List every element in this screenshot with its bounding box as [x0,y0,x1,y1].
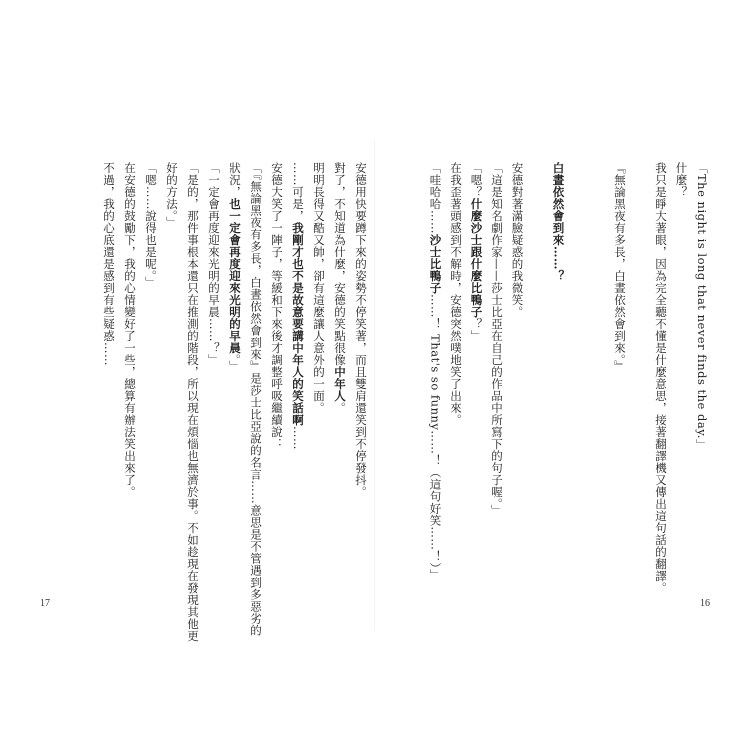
text-segment: 明明長得又酷又帥，卻有這麼讓人意外的一面。 [312,162,326,414]
text-column [100,162,117,366]
text-segment: 在我歪著頭感到不解時，安德突然噗地笑了出來。 [449,162,463,426]
right-page-number: 16 [700,598,710,609]
text-column [331,162,348,414]
text-segment: ？」 [469,318,484,342]
text-column [247,162,264,636]
right-page [375,150,710,620]
emphasis-text: 白晝依然會到來……？ [551,162,566,282]
left-page-number: 17 [40,598,50,609]
text-segment: 「嗯……說得也是呢。」 [144,162,158,289]
text-column [289,162,306,450]
text-column [205,162,222,366]
emphasis-text: 中年人 [333,366,347,402]
emphasis-text: 什麼沙士跟什麼比鴨子 [469,198,484,318]
emphasis-text: 沙士比鴨子 [428,234,443,294]
text-segment: 『無論黑夜有多長，白晝依然會到來。』 [613,162,627,373]
text-segment: 「是的，那件事根本還只在推測的階段，所以現在煩惱也無濟於事。不如趁現在發現其他更 [186,162,200,642]
text-segment: 「『無論黑夜有多長，白晝依然會到來』是莎士比亞說的名言……意思是不管遇到多惡劣的 [249,162,263,637]
text-column [673,162,690,198]
text-segment: 安德用快要蹲下來的姿勢不停笑著，而且雙肩還笑到不停發抖。 [354,162,368,498]
text-segment: 「哇哈哈…… [428,162,443,234]
text-segment: 「The night is long that never finds the day.」 [695,162,709,451]
text-segment: 「一定會再度迎來光明的早晨……？」 [207,162,221,366]
text-column [226,162,243,372]
text-column [121,162,138,498]
text-column [142,162,159,288]
text-column [693,162,710,451]
text-column [488,162,505,516]
emphasis-text: 我剛才也不是故意要講中年人的笑話啊 [291,222,305,426]
text-segment: 不過，我的心底還是感到有些疑惑…… [102,162,116,366]
text-segment: 我只是睜大著眼，因為完全聽不懂是什麼意思，接著翻譯機又傳出這句話的翻譯。 [654,162,668,594]
text-column [509,162,526,318]
text-segment: 。」 [228,354,242,373]
text-segment: 安德大笑了一陣子，等緩和下來後才調整呼吸繼續說： [270,162,284,450]
text-column [310,162,327,414]
text-column [447,162,464,426]
emphasis-text: 也一定會再度迎來光明的早晨 [228,198,242,354]
text-column [352,162,369,498]
text-segment: 狀況， [228,162,242,198]
text-segment: ……可是， [291,162,305,222]
text-segment: 安德對著滿臉疑惑的我微笑。 [510,162,525,318]
text-column [652,162,669,594]
text-segment: 什麼？ [674,162,689,198]
text-column [468,162,485,342]
left-page [40,150,375,642]
text-column [184,162,201,642]
text-column [611,162,628,372]
text-column [550,162,567,282]
text-column [163,162,180,228]
text-column [427,162,444,581]
text-segment: 「嗯？ [469,162,484,198]
text-segment: 對了，不知道為什麼，安德的笑點很像 [333,162,347,366]
text-segment: ……！ That's so funny……！（這句好笑……！）」 [428,294,443,581]
text-segment: 好的方法。」 [165,162,179,229]
text-segment: …… [291,426,305,450]
text-column [268,162,285,450]
text-segment: 。 [333,402,347,414]
text-segment: 在安德的鼓勵下，我的心情變好了一些，總算有辦法笑出來了。 [123,162,137,498]
text-segment: 「這是知名劇作家——莎士比亞在自己的作品中所寫下的句子喔。」 [490,162,504,517]
